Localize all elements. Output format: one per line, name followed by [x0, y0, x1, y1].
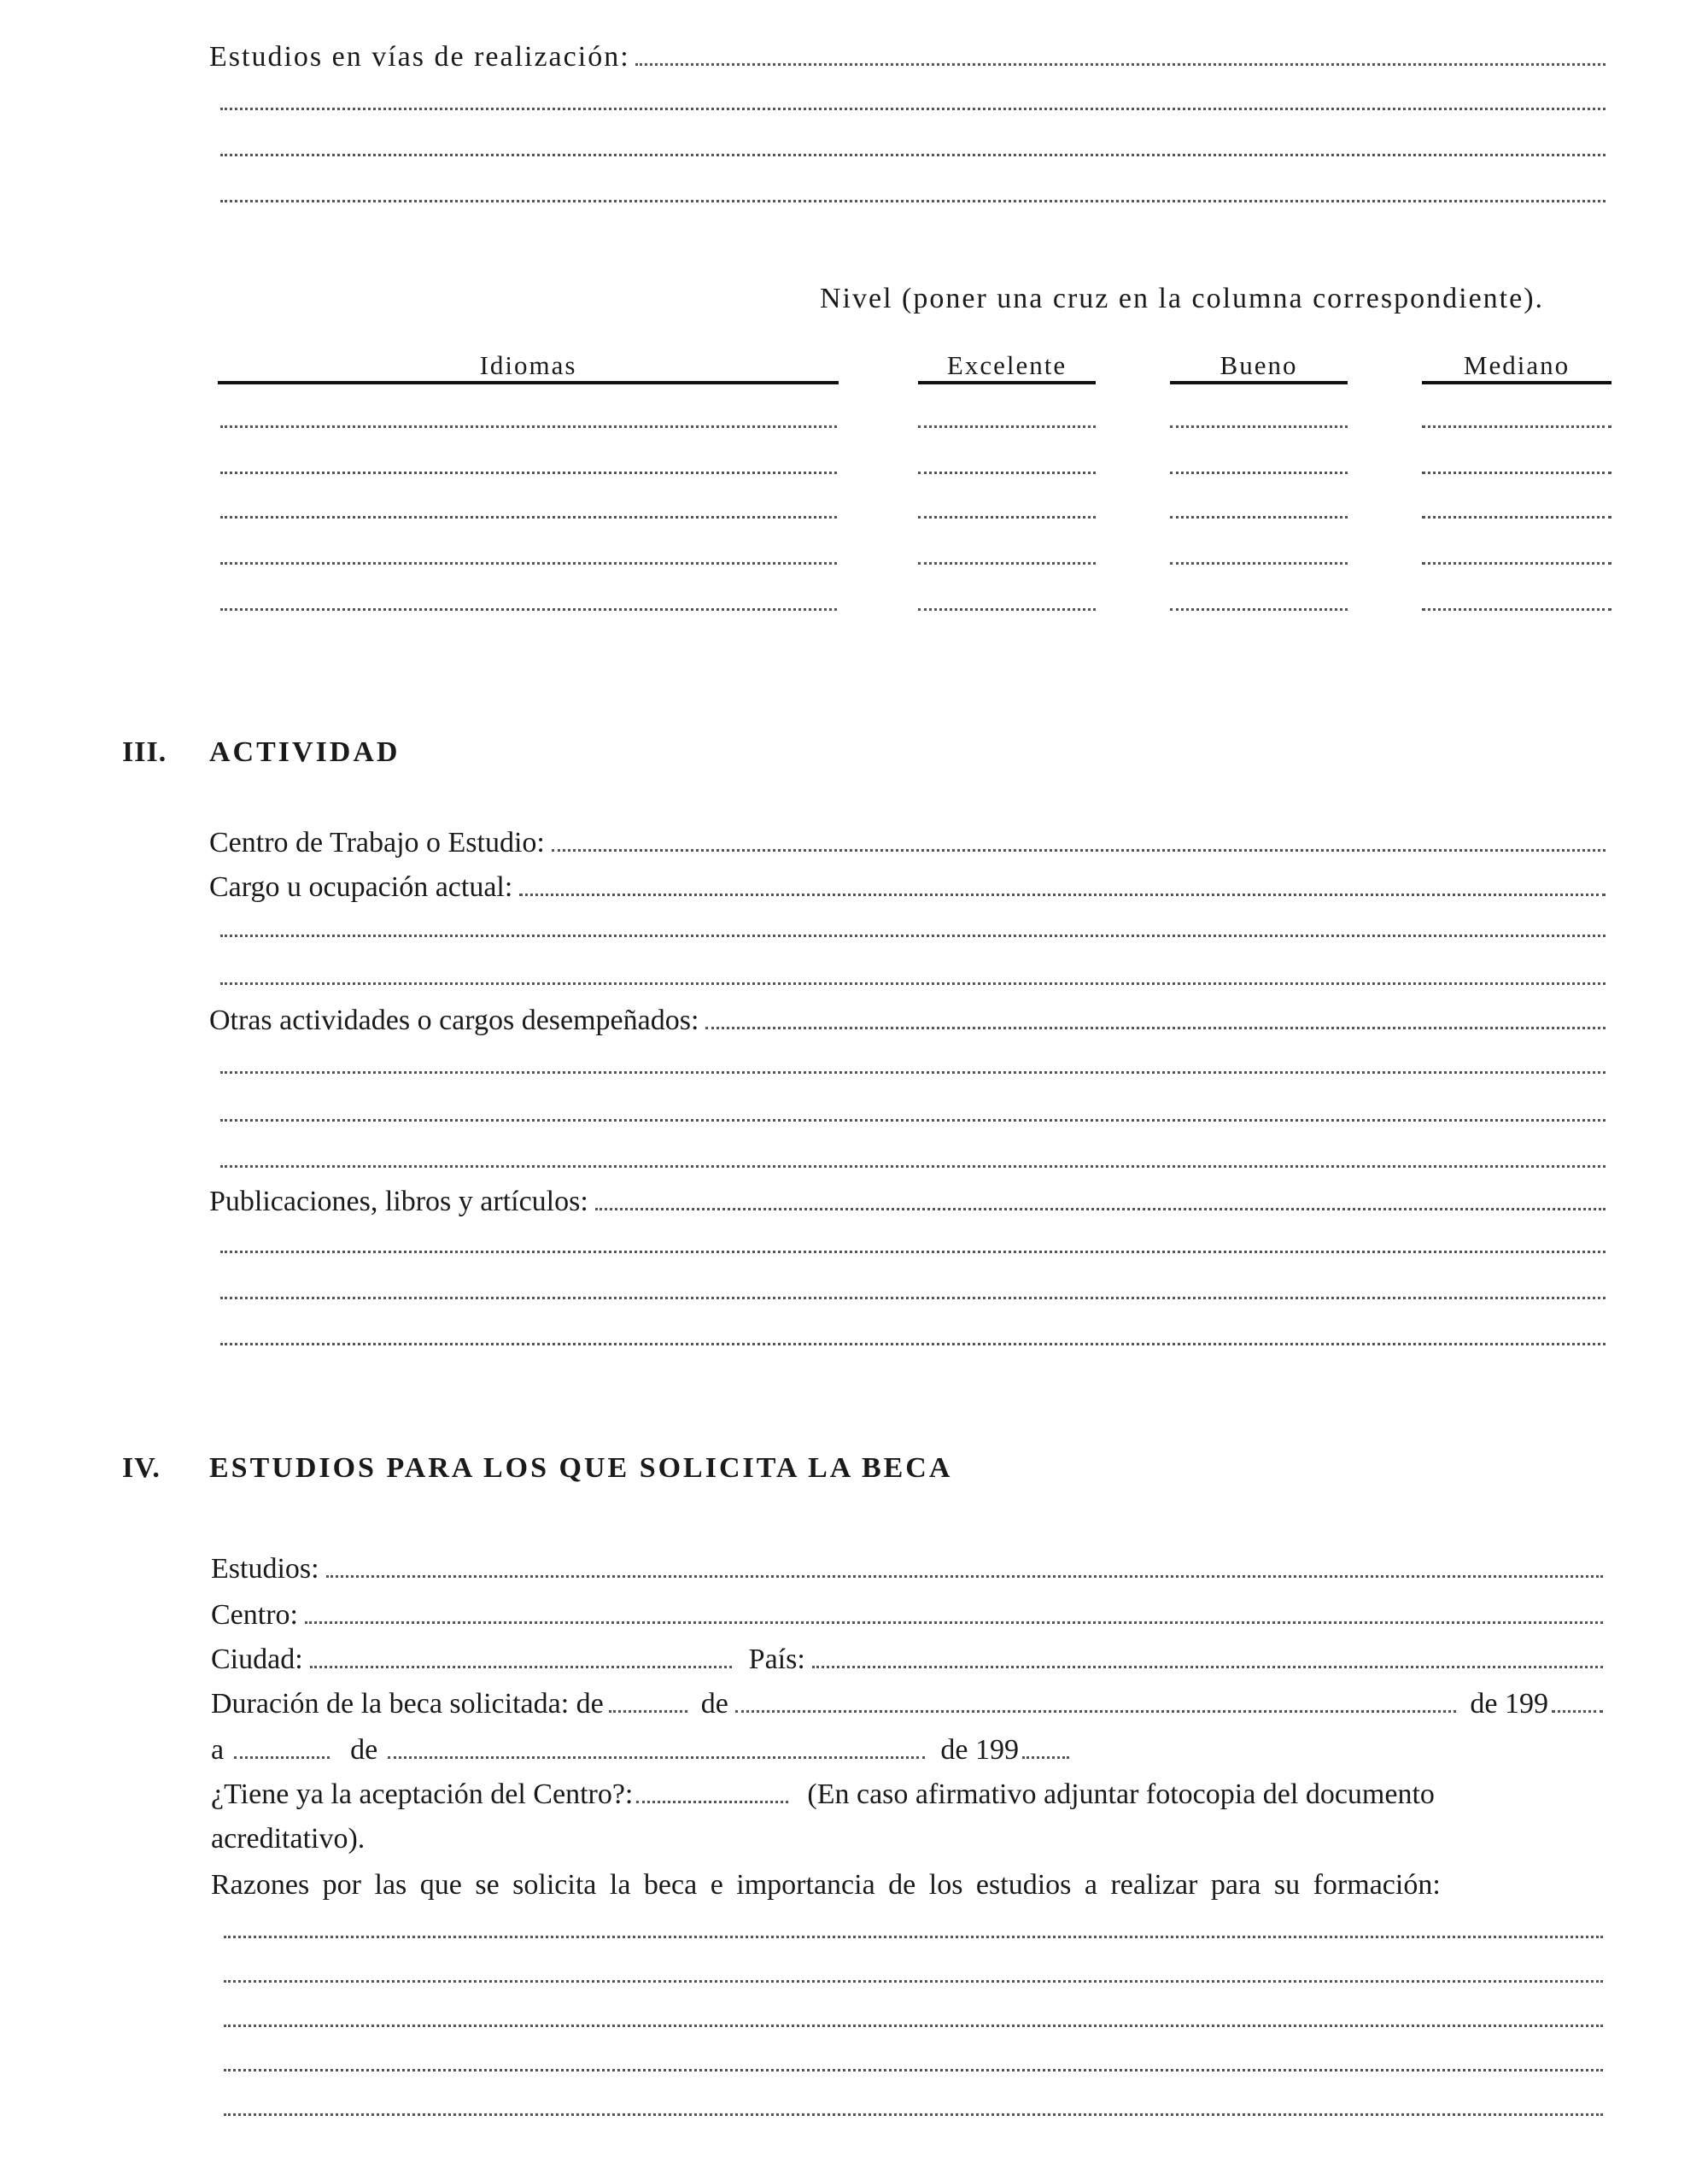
language-row-3-excellent[interactable]: [918, 516, 1096, 519]
duration-end-row: [211, 1736, 1069, 1765]
current-position-label: Cargo u ocupación actual:: [209, 871, 513, 903]
excellent-header: Excelente: [946, 350, 1068, 380]
good-header-rule: [1170, 381, 1348, 384]
language-row-2-good[interactable]: [1170, 472, 1348, 474]
duration-start-month[interactable]: [735, 1710, 1457, 1713]
language-row-4-average[interactable]: [1422, 562, 1611, 565]
reasons-line-4[interactable]: [224, 2069, 1603, 2071]
publications-line[interactable]: [595, 1208, 1606, 1210]
center-line[interactable]: [305, 1621, 1603, 1624]
excellent-header-rule: [918, 381, 1096, 384]
studies-in-progress-line[interactable]: [635, 63, 1606, 66]
other-activities-label: Otras actividades o cargos desempeñados:: [209, 1005, 699, 1036]
level-caption: Nivel (poner una cruz en la columna correspondiente).: [820, 283, 1545, 314]
acceptance-row: [211, 1780, 1606, 1809]
duration-end-year-label: de 199: [940, 1734, 1019, 1766]
acceptance-note-cont: acreditativo).: [211, 1823, 366, 1855]
language-row-3-name[interactable]: [220, 516, 837, 519]
duration-end-year[interactable]: [1022, 1756, 1069, 1759]
current-position-line[interactable]: [519, 894, 1606, 896]
language-row-4-excellent[interactable]: [918, 562, 1096, 565]
language-row-2-average[interactable]: [1422, 472, 1611, 474]
duration-label: Duración de la beca solicitada: de: [211, 1688, 604, 1720]
good-header: Bueno: [1220, 350, 1298, 380]
duration-start-year[interactable]: [1552, 1710, 1603, 1713]
other-activities-line[interactable]: [705, 1027, 1606, 1029]
section-3-number: III.: [122, 736, 167, 768]
acceptance-note: (En caso afirmativo adjuntar fotocopia del documento: [807, 1778, 1435, 1810]
studies-line[interactable]: [326, 1575, 1603, 1578]
other-activities-line-2[interactable]: [220, 1071, 1606, 1074]
studies-label: Estudios:: [211, 1553, 319, 1585]
duration-end-day[interactable]: [234, 1756, 330, 1759]
studies-field[interactable]: [211, 1555, 1603, 1584]
center-field[interactable]: [211, 1601, 1603, 1630]
publications-field[interactable]: [209, 1187, 1606, 1216]
reasons-line-5[interactable]: [224, 2113, 1603, 2116]
language-row-4-good[interactable]: [1170, 562, 1348, 565]
publications-label: Publicaciones, libros y artículos:: [209, 1186, 588, 1217]
language-row-1-good[interactable]: [1170, 425, 1348, 428]
city-country-row: [211, 1645, 1603, 1674]
duration-end-month[interactable]: [388, 1756, 925, 1759]
center-label: Centro:: [211, 1599, 298, 1631]
work-center-line[interactable]: [552, 849, 1606, 852]
work-center-label: Centro de Trabajo o Estudio:: [209, 827, 545, 858]
language-row-2-name[interactable]: [220, 472, 837, 474]
city-label: Ciudad:: [211, 1644, 303, 1675]
studies-in-progress-line-4[interactable]: [220, 200, 1606, 202]
language-row-3-average[interactable]: [1422, 516, 1611, 519]
language-row-4-name[interactable]: [220, 562, 837, 565]
reasons-line-3[interactable]: [224, 2025, 1603, 2027]
section-3-title: ACTIVIDAD: [209, 736, 401, 768]
acceptance-question: ¿Tiene ya la aceptación del Centro?:: [211, 1778, 634, 1810]
languages-header: Idiomas: [479, 350, 577, 380]
language-row-2-excellent[interactable]: [918, 472, 1096, 474]
language-row-5-good[interactable]: [1170, 608, 1348, 611]
section-4-title: ESTUDIOS PARA LOS QUE SOLICITA LA BECA: [209, 1452, 953, 1484]
language-row-1-name[interactable]: [220, 425, 837, 428]
reasons-line-1[interactable]: [224, 1936, 1603, 1938]
studies-in-progress-line-2[interactable]: [220, 108, 1606, 110]
city-line[interactable]: [310, 1666, 732, 1668]
duration-de-label: de: [700, 1688, 728, 1720]
language-row-1-excellent[interactable]: [918, 425, 1096, 428]
acceptance-answer[interactable]: [636, 1801, 788, 1803]
current-position-field[interactable]: [209, 873, 1606, 902]
studies-in-progress-line-3[interactable]: [220, 154, 1606, 156]
reasons-label: Razones por las que se solicita la beca e importancia de los estudios a realizar para su formación:: [211, 1869, 1441, 1901]
current-position-line-2[interactable]: [220, 935, 1606, 937]
duration-year-label: de 199: [1470, 1688, 1548, 1720]
reasons-line-2[interactable]: [224, 1980, 1603, 1983]
studies-in-progress-label: Estudios en vías de realización:: [209, 41, 630, 73]
work-center-field[interactable]: [209, 829, 1606, 858]
country-label: País:: [748, 1644, 805, 1675]
average-header-rule: [1422, 381, 1611, 384]
language-row-5-excellent[interactable]: [918, 608, 1096, 611]
current-position-line-3[interactable]: [220, 982, 1606, 985]
country-line[interactable]: [812, 1666, 1603, 1668]
average-header: Mediano: [1463, 350, 1571, 380]
other-activities-field[interactable]: [209, 1006, 1606, 1035]
duration-start-day[interactable]: [609, 1710, 687, 1713]
publications-line-3[interactable]: [220, 1297, 1606, 1299]
language-row-3-good[interactable]: [1170, 516, 1348, 519]
language-row-5-name[interactable]: [220, 608, 837, 611]
duration-row: [211, 1690, 1603, 1719]
duration-a-label: a: [211, 1734, 225, 1766]
languages-header-rule: [218, 381, 839, 384]
language-row-5-average[interactable]: [1422, 608, 1611, 611]
other-activities-line-4[interactable]: [220, 1165, 1606, 1168]
language-row-1-average[interactable]: [1422, 425, 1611, 428]
section-4-number: IV.: [122, 1452, 161, 1484]
publications-line-2[interactable]: [220, 1251, 1606, 1253]
publications-line-4[interactable]: [220, 1343, 1606, 1345]
studies-in-progress-field[interactable]: [209, 43, 1606, 72]
other-activities-line-3[interactable]: [220, 1119, 1606, 1122]
duration-end-de-label: de: [350, 1734, 378, 1766]
